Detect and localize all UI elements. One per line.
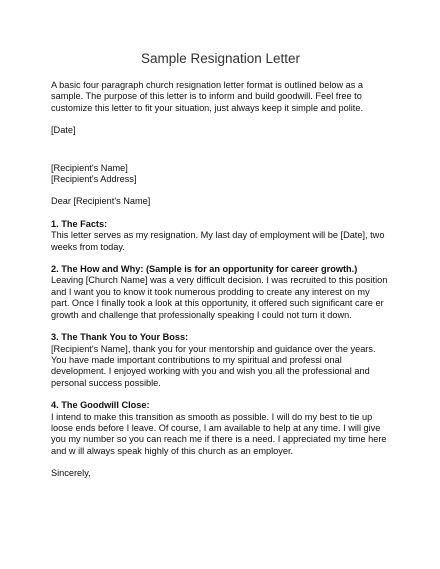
recipient-name: [Recipient's Name] [51,162,128,173]
page-title: Sample Resignation Letter [140,51,301,66]
section-heading-thank-you: 3. The Thank You to Your Boss: [51,332,189,343]
closing: Sincerely, [51,468,91,479]
section-body-how-why: Leaving [Church Name] was a very difficult decision. I was recruited to this position and I want you to know it took numerous prodding to create any interest on my part. Once I finally took a look at this opportunity, it offered such significant care er growth and challenge that professionally speaking I could not turn it down. [51,275,388,320]
salutation: Dear [Recipient's Name] [51,196,151,207]
section-body-goodwill: I intend to make this transition as smooth as possible. I will do my best to tie up loose ends before I leave. Of course, I am available to help at any time. I will give you my number so you can reach me if there is a need. I appreciated my time here and w ill always speak highly of this church as an employer. [51,411,387,456]
section-heading-how-why: 2. The How and Why: (Sample is for an opportunity for career growth.) [51,264,358,275]
section-body-facts: This letter serves as my resignation. My last day of employment will be [Date], two weeks from today. [51,230,385,252]
section-body-thank-you: [Recipient's Name], thank you for your mentorship and guidance over the years. You have made important contributions to my spiritual and professi onal development. I enjoyed working with you and wish you all the professional and personal success possible. [51,343,376,388]
section-heading-goodwill: 4. The Goodwill Close: [51,400,150,411]
recipient-address: [Recipient's Address] [51,174,137,185]
section-heading-facts: 1. The Facts: [51,218,108,229]
intro-paragraph: A basic four paragraph church resignation letter format is outlined below as a sample. The purpose of this letter is to inform and build goodwill. Feel free to customize this letter to fit your situation, just always keep it simple and polite. [51,80,364,113]
date-line: [Date] [51,125,76,136]
